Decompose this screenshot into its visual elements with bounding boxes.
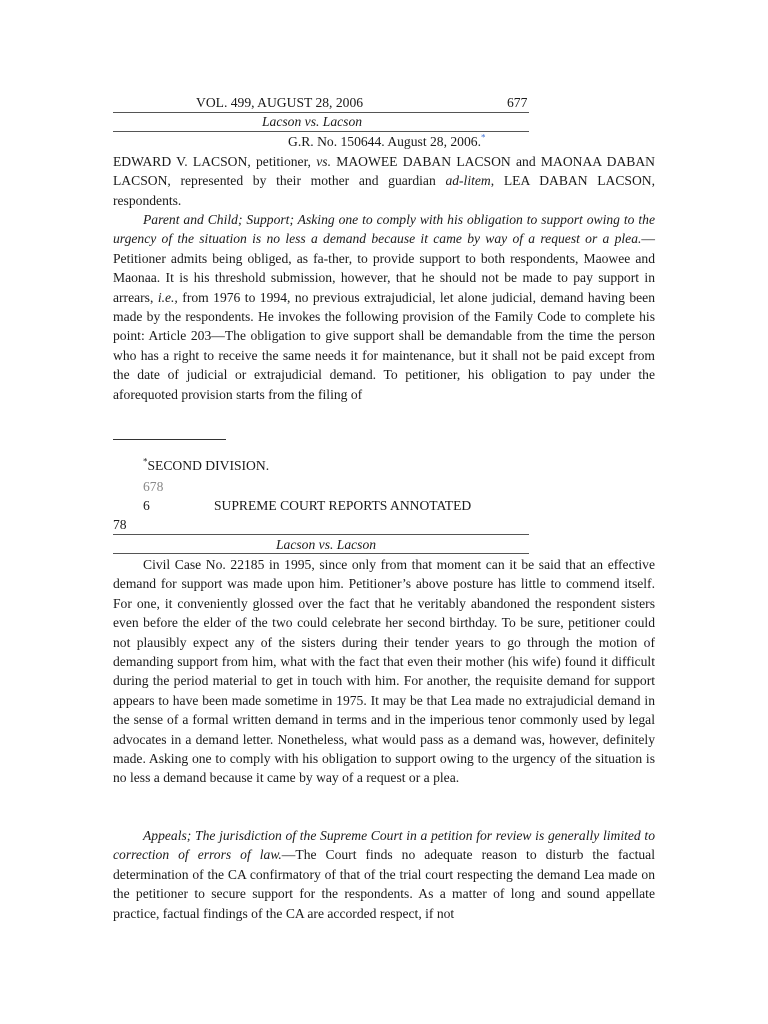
- title-rule: [113, 131, 529, 132]
- syllabus-paragraph: Appeals; The jurisdiction of the Supreme Court in a petition for review is generally limited to correction of errors of law.—The Court finds no adequate reason to disturb the factual determination of the CA confirmatory of that of the trial court respecting the demand Lea made on the petitioner to secure support for the respondents. As a matter of long and sound appellate practice, factual findings of the CA are accorded respect, if not: [113, 828, 655, 921]
- running-head: SUPREME COURT REPORTS ANNOTATED: [214, 498, 472, 513]
- syllabus-paragraph: Parent and Child; Support; Asking one to comply with his obligation to support owing to the urgency of the situation is no less a demand because it came by way of a request or a plea.—Petitioner admits being obliged, as fa-ther, to provide support to both respondents, Maowee and Maonaa. It is his threshold submission, however, that he should not be made to pay support in arrears, i.e., from 1976 to 1994, no previous extrajudicial, let alone judicial, demand having been made by the respondents. He invokes the following provision of the Family Code to complete his point: Article 203—The obligation to give support shall be demandable from the time the person who has a right to receive the same needs it for maintenance, but it shall not be paid except from the date of judicial or extrajudicial demand. To petitioner, his obligation to pay under the aforequoted provision starts from the filing of: [113, 212, 655, 402]
- footnote-link[interactable]: *: [480, 132, 486, 143]
- title-rule: [113, 553, 529, 554]
- case-title: Lacson vs. Lacson: [262, 114, 363, 129]
- header-rule: [113, 534, 529, 535]
- parties: EDWARD V. LACSON, petitioner, vs. MAOWEE DABAN LACSON and MAONAA DABAN LACSON, represented by their mother and guardian ad-litem, LEA DABAN LACSON, respondents.: [113, 154, 655, 208]
- syllabus-heading: Appeals; The jurisdiction of the Supreme Court in a petition for review is generally limited to correction of errors of law.: [113, 828, 655, 863]
- gr-number: G.R. No. 150644. August 28, 2006.*: [288, 132, 486, 149]
- syllabus-heading: Parent and Child; Support; Asking one to comply with his obligation to support owing to the urgency of the situation is no less a demand because it came by way of a request or a plea.: [113, 212, 655, 247]
- page-number: 677: [507, 95, 528, 110]
- page-number-part-a: 6: [143, 498, 150, 513]
- body-paragraph: Civil Case No. 22185 in 1995, since only from that moment can it be said that an effective demand for support was made upon him. Petitioner’s above posture has little to commend itself. For one, it conveniently glossed over the fact that he veritably abandoned the respondent sisters even before the elder of the two could celebrate her second birthday. To be sure, petitioner could not plausibly expect any of the sisters during their tender years to go through the motion of demanding support from him, what with the fact that even their mother (his wife) found it difficult during the period material to get in touch with him. For another, the requisite demand for support appears to have been made sometime in 1975. It may be that Lea made no extrajudicial demand in the sense of a formal written demand in terms and in the imperious tenor commonly used by legal advocates in a demand letter. Nonetheless, what would pass as a demand was, however, definitely made. Asking one to comply with his obligation to support owing to the urgency of the situation is no less a demand because it came by way of a request or a plea.: [113, 557, 655, 786]
- footnote-rule: [113, 439, 226, 440]
- running-head: VOL. 499, AUGUST 28, 2006: [196, 95, 364, 110]
- page-number-gray: 678: [143, 479, 164, 494]
- case-title: Lacson vs. Lacson: [276, 537, 377, 552]
- footnote: *SECOND DIVISION.: [143, 456, 270, 473]
- page-number-part-b: 78: [113, 517, 127, 532]
